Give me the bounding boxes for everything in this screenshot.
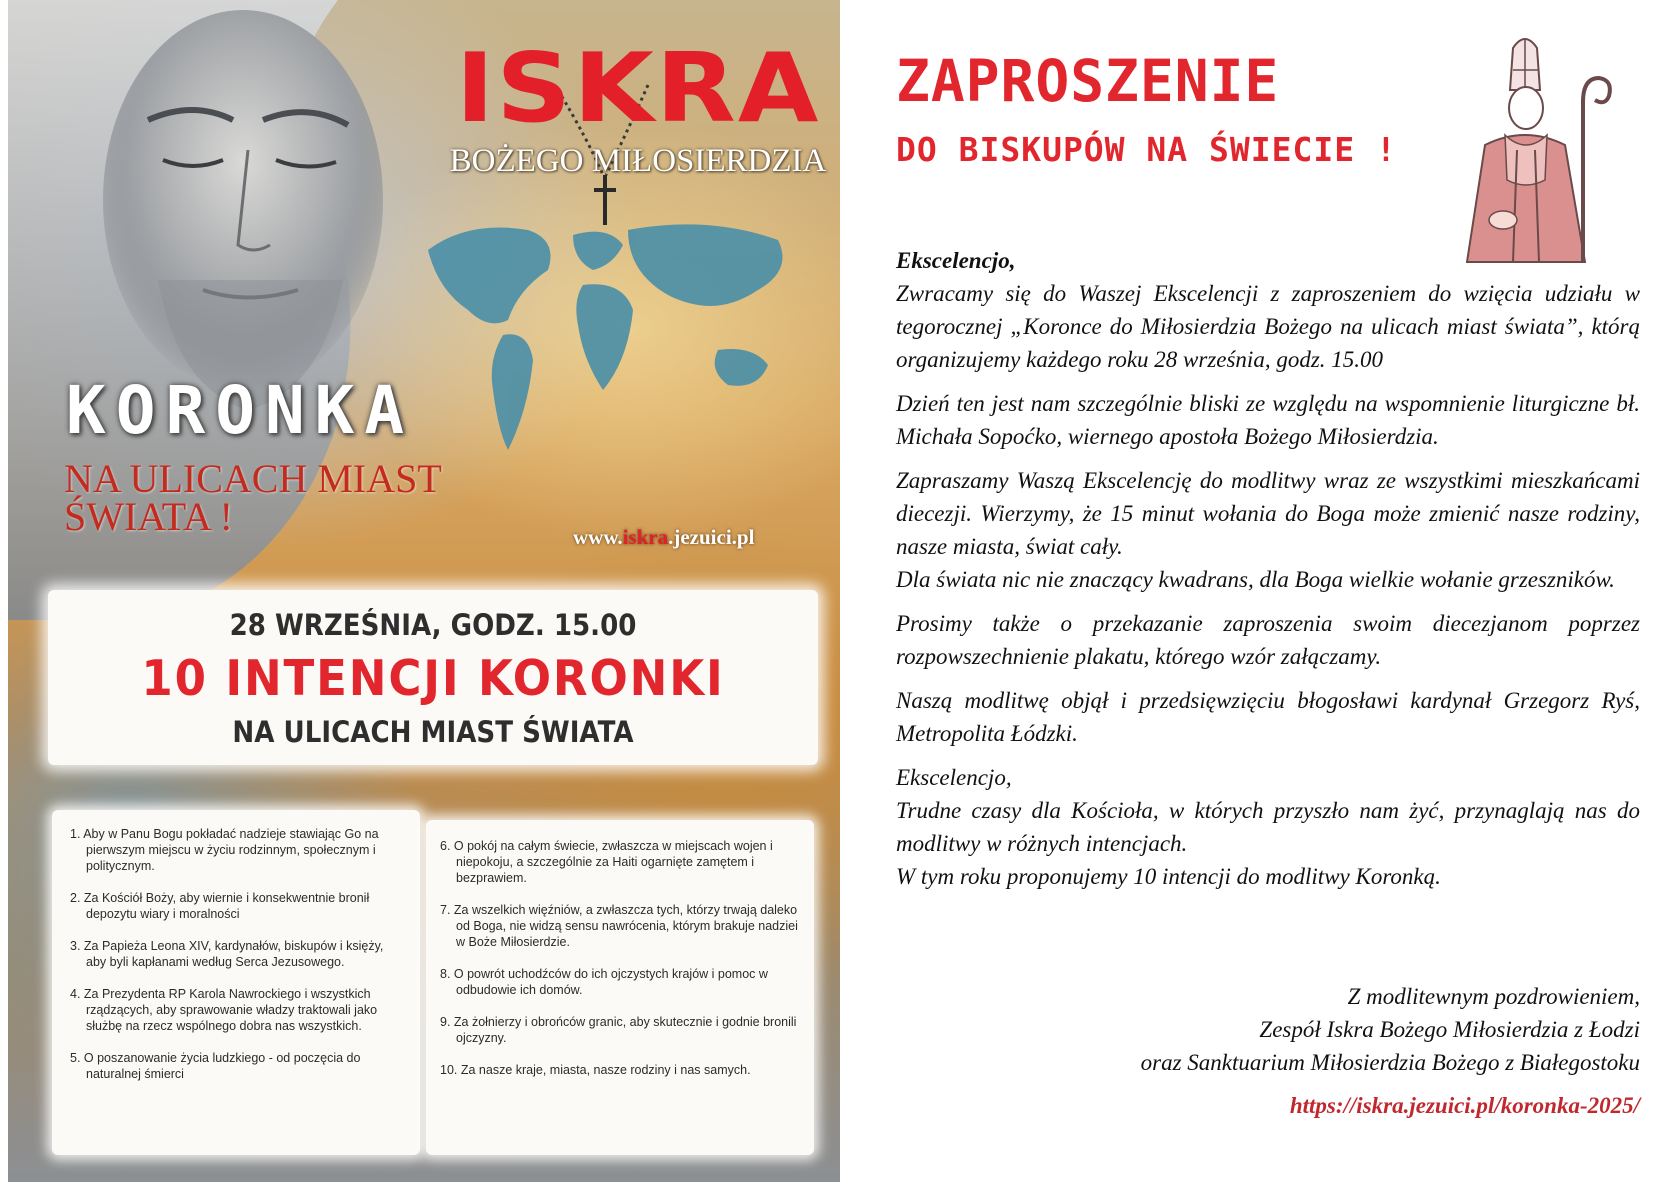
intention-item: 1. Aby w Panu Bogu pokładać nadzieje stawiając Go na pierwszym miejscu w życiu rodzinnym, społecznym i politycznym.	[70, 827, 379, 873]
url-suffix: .jezuici.pl	[668, 525, 755, 549]
poster-subheadline	[64, 456, 504, 539]
letter-signature	[1000, 980, 1640, 1079]
koronka-link[interactable]: https://iskra.jezuici.pl/koronka-2025/	[1289, 1093, 1640, 1118]
url-prefix: www.	[573, 525, 623, 549]
event-date-panel	[48, 590, 818, 765]
intention-item: 6. O pokój na całym świecie, zwłaszcza w miejscach wojen i niepokoju, a szczególnie za Haiti ogarnięte zamętem i bezprawiem.	[440, 839, 773, 885]
subheadline-line-1: NA ULICACH MIAST	[64, 456, 442, 501]
world-map-image	[408, 200, 808, 500]
intention-item: 5. O poszanowanie życia ludzkiego - od poczęcia do naturalnej śmierci	[70, 1051, 361, 1081]
letter-title: ZAPROSZENIE	[896, 47, 1280, 115]
letter-paragraph-6b: W tym roku proponujemy 10 intencji do modlitwy Koronką.	[896, 864, 1441, 889]
letter-paragraph-4: Prosimy także o przekazanie zaproszenia swoim diecezjanom poprzez rozpowszechnienie plakatu, którego wzór załączamy.	[896, 611, 1640, 669]
letter-paragraph-6: Trudne czasy dla Kościoła, w których przyszło nam żyć, przynaglają nas do modlitwy w różnych intencjach.	[896, 798, 1640, 856]
event-date: 28 WRZEŚNIA, GODZ. 15.00	[229, 608, 637, 642]
intention-item: 3. Za Papieża Leona XIV, kardynałów, biskupów i księży, aby byli kapłanami według Serca Jezusowego.	[70, 939, 384, 969]
intentions-list-left	[52, 810, 420, 1155]
brand-title: ISKRA	[455, 31, 821, 145]
signature-line-3: oraz Sanktuarium Miłosierdzia Bożego z Białegostoku	[1140, 1050, 1640, 1075]
intentions-subtitle: NA ULICACH MIAST ŚWIATA	[232, 715, 634, 749]
letter-body	[896, 244, 1640, 904]
letter-paragraph-1: Zwracamy się do Waszej Ekscelencji z zaproszeniem do wzięcia udziału w tegorocznej „Koronce do Miłosierdzia Bożego na ulicach miast świata”, którą organizujemy każdego roku 28 września, godz. 15.00	[896, 281, 1640, 372]
poster-headline: KORONKA	[66, 372, 415, 449]
letter-paragraph-2: Dzień ten jest nam szczególnie bliski ze względu na wspomnienie liturgiczne bł. Michała Sopoćko, wiernego apostoła Bożego Miłosierdzia.	[896, 391, 1640, 449]
poster-website	[573, 525, 813, 550]
letter-paragraph-3b: Dla świata nic nie znaczący kwadrans, dla Boga wielkie wołanie grzeszników.	[896, 567, 1615, 592]
intention-item: 10. Za nasze kraje, miasta, nasze rodziny i nas samych.	[440, 1063, 751, 1077]
brand-subtitle: BOŻEGO MIŁOSIERDZIA	[449, 143, 827, 179]
letter-paragraph-3: Zapraszamy Waszą Ekscelencję do modlitwy wraz ze wszystkimi mieszkańcami diecezji. Wierzymy, że 15 minut wołania do Boga może zmienić nasze rodziny, nasze miasta, świat cały.	[896, 468, 1640, 559]
intentions-title: 10 INTENCJI KORONKI	[141, 650, 725, 707]
signature-line-2: Zespół Iskra Bożego Miłosierdzia z Łodzi	[1259, 1017, 1640, 1042]
intention-item: 8. O powrót uchodźców do ich ojczystych krajów i pomoc w odbudowie ich domów.	[440, 967, 768, 997]
intention-item: 7. Za wszelkich więźniów, a zwłaszcza tych, którzy trwają daleko od Boga, nie widzą sensu nawrócenia, którym brakuje nadziei w Boże Miłosierdzie.	[440, 903, 798, 949]
letter-subtitle: DO BISKUPÓW NA ŚWIECIE !	[896, 130, 1397, 169]
koronka-poster	[8, 0, 840, 1182]
letter-greeting: Ekscelencjo,	[896, 248, 1016, 273]
intentions-list-right	[426, 820, 814, 1155]
letter-paragraph-5: Naszą modlitwę objął i przedsięwzięciu błogosławi kardynał Grzegorz Ryś, Metropolita Łódzki.	[896, 688, 1640, 746]
subheadline-line-2: ŚWIATA !	[64, 494, 234, 539]
intention-item: 2. Za Kościół Boży, aby wiernie i konsekwentnie bronił depozytu wiary i moralności	[70, 891, 370, 921]
letter-greeting-2: Ekscelencjo,	[896, 765, 1012, 790]
signature-line-1: Z modlitewnym pozdrowieniem,	[1347, 984, 1640, 1009]
bishop-icon	[1455, 30, 1615, 265]
intention-item: 9. Za żołnierzy i obrońców granic, aby skutecznie i godnie bronili ojczyzny.	[440, 1015, 797, 1045]
url-highlight: iskra	[622, 525, 669, 549]
intention-item: 4. Za Prezydenta RP Karola Nawrockiego i wszystkich rządzących, aby sprawowanie władzy traktowali jako służbę na rzecz wspólnego dobra nas wszystkich.	[70, 987, 378, 1033]
